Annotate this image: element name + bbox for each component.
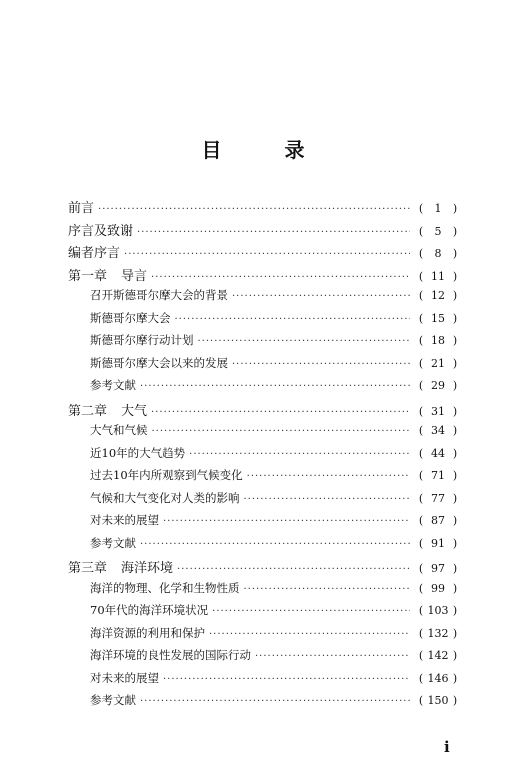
toc-page-number: ( 91 ) [418,536,458,550]
toc-leader-dots [163,674,410,685]
toc-page-number: ( 12 ) [418,289,458,302]
toc-entry-label: 对未来的展望 [90,670,159,685]
toc-entry-label: 斯德哥尔摩行动计划 [90,333,194,347]
toc-entry-label: 编者序言 [68,246,121,261]
toc-leader-dots [124,249,410,260]
toc-entry [68,557,462,580]
toc-entry-label: 海洋的物理、化学和生物性质 [90,580,240,595]
toc-page-number: ( 99 ) [418,581,458,595]
toc-page-number: ( 1 ) [418,202,458,215]
toc-subentry [68,310,462,333]
toc-page-number: ( 21 ) [418,356,458,370]
toc-subentry [68,625,462,648]
toc-leader-dots [140,696,410,707]
toc-page-number: ( 18 ) [418,334,458,347]
toc-page-number: ( 11 ) [418,269,458,283]
toc-entry [68,197,462,220]
toc-subentry [68,670,462,693]
toc-leader-dots [209,629,410,640]
toc-page-number: ( 34 ) [418,424,458,437]
toc-subentry [68,692,462,715]
toc-leader-dots [232,291,410,302]
page-title: 目 录 [201,138,333,162]
toc-page-number: ( 87 ) [418,514,458,527]
toc-leader-dots [244,494,411,505]
toc-subentry [68,647,462,670]
toc-subentry [68,445,462,468]
toc-entry-label: 海洋环境 [121,561,174,576]
toc-page-number: ( 97 ) [418,562,458,575]
toc-subentry [68,535,462,558]
toc-leader-dots [198,336,411,347]
toc-leader-dots [244,584,411,595]
toc-leader-dots [151,272,410,283]
toc-page-number: ( 15 ) [418,311,458,325]
toc-subentry [68,467,462,490]
toc-entry [68,220,462,243]
toc-entry-label: 斯德哥尔摩大会以来的发展 [90,355,228,370]
toc-entry-label: 大气和气候 [90,423,148,437]
toc-page-number: ( 142 ) [418,649,458,662]
toc-entry-label: 大气 [121,403,148,419]
toc-page-number: ( 5 ) [418,224,458,238]
toc-entry-label: 序言及致谢 [68,223,134,239]
toc-subentry [68,602,462,625]
toc-page-number: ( 132 ) [418,626,458,640]
toc-leader-dots [247,471,410,482]
toc-leader-dots [151,407,410,418]
toc-chapter-number: 第三章 [68,561,108,576]
toc-page-number: ( 103 ) [418,604,458,617]
toc-leader-dots [177,564,410,575]
toc-page-number: ( 8 ) [418,247,458,260]
toc-entry [68,242,462,265]
toc-page-number: ( 71 ) [418,469,458,482]
toc-subentry [68,287,462,310]
toc-leader-dots [232,359,410,370]
table-of-contents [68,197,462,715]
toc-entry-label: 近10年的大气趋势 [90,445,186,460]
toc-page-number: ( 77 ) [418,491,458,505]
toc-page-number: ( 29 ) [418,379,458,392]
toc-page-number: ( 146 ) [418,671,458,685]
toc-entry-label: 前言 [68,201,95,216]
toc-subentry [68,377,462,400]
toc-leader-dots [163,516,410,527]
toc-leader-dots [152,426,411,437]
toc-leader-dots [212,606,410,617]
toc-entry-label: 海洋资源的利用和保护 [90,625,205,640]
toc-leader-dots [189,449,410,460]
toc-entry-label: 导言 [121,268,148,284]
toc-subentry [68,332,462,355]
toc-subentry [68,580,462,603]
toc-entry [68,265,462,288]
toc-leader-dots [175,314,411,325]
toc-page-number: ( 150 ) [418,694,458,707]
toc-page-number: ( 44 ) [418,446,458,460]
toc-subentry [68,355,462,378]
toc-entry-label: 70年代的海洋环境状况 [90,603,209,617]
toc-chapter-number: 第一章 [68,268,108,284]
toc-entry-label: 召开斯德哥尔摩大会的背景 [90,288,228,302]
toc-entry-label: 参考文献 [90,378,136,392]
toc-page-number: ( 31 ) [418,404,458,418]
toc-leader-dots [255,651,410,662]
toc-subentry [68,422,462,445]
toc-entry [68,400,462,423]
toc-leader-dots [137,227,410,238]
toc-entry-label: 对未来的展望 [90,513,159,527]
toc-leader-dots [98,204,410,215]
toc-entry-label: 海洋环境的良性发展的国际行动 [90,648,251,662]
toc-leader-dots [140,381,410,392]
toc-entry-label: 气候和大气变化对人类的影响 [90,490,240,505]
toc-entry-label: 过去10年内所观察到气候变化 [90,468,243,482]
page-folio: i [444,738,450,756]
toc-entry-label: 参考文献 [90,693,136,707]
toc-chapter-number: 第二章 [68,403,108,419]
toc-leader-dots [140,539,410,550]
toc-subentry [68,490,462,513]
toc-entry-label: 参考文献 [90,535,136,550]
toc-entry-label: 斯德哥尔摩大会 [90,310,171,325]
toc-subentry [68,512,462,535]
